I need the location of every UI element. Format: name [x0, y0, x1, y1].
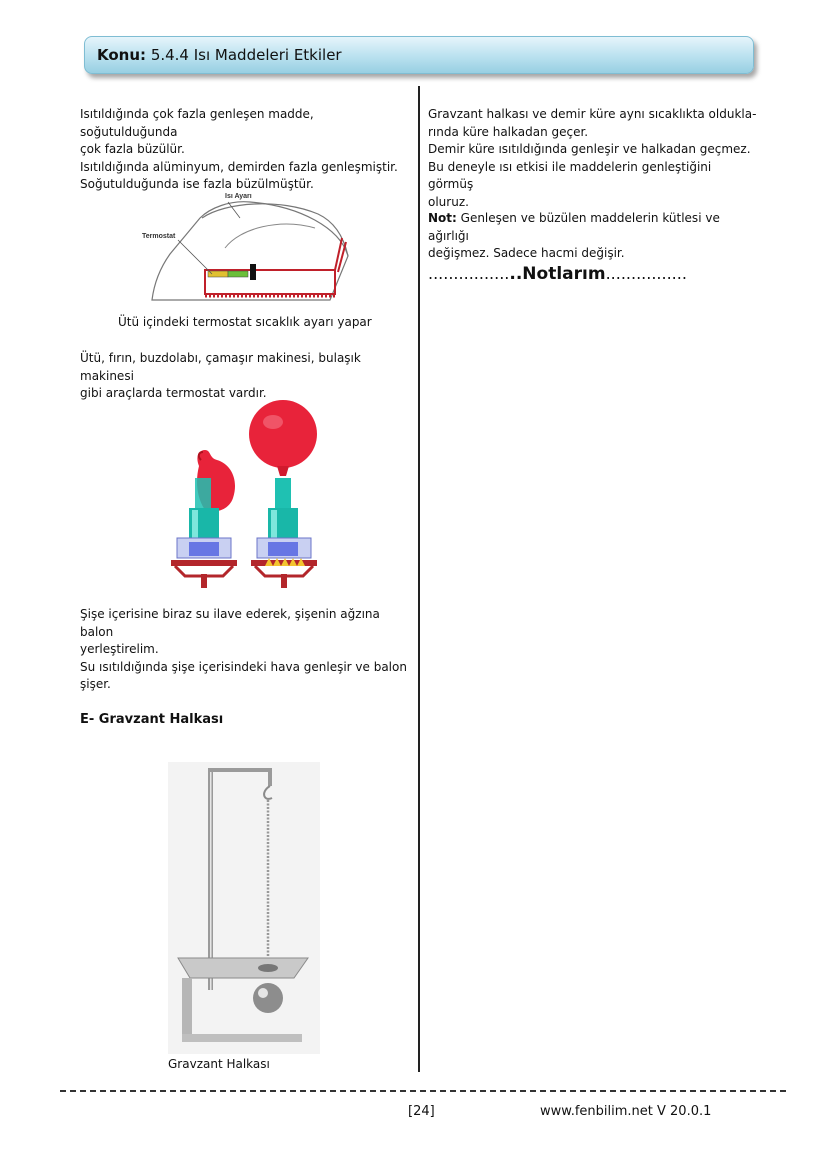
- text-line: gibi araçlarda termostat vardır.: [80, 386, 267, 400]
- text-line: rında küre halkadan geçer.: [428, 124, 589, 139]
- right-paragraph-1: [428, 106, 758, 211]
- thermostat-label: Termostat: [142, 233, 176, 240]
- text-line: Isıtıldığında alüminyum, demirden fazla genleşmiştir.: [80, 159, 398, 174]
- left-paragraph-1: [80, 106, 410, 194]
- text-line: Bu deneyle ısı etkisi ile maddelerin genleştiğini görmüş: [428, 159, 712, 191]
- text-line: şişer.: [80, 677, 111, 691]
- topic-label: Konu:: [97, 46, 147, 64]
- iron-ball: [253, 983, 283, 1013]
- text-line: Ütü, fırın, buzdolabı, çamaşır makinesi, bulaşık makinesi: [80, 351, 361, 383]
- topic-title-text: 5.4.4 Isı Maddeleri Etkiler: [150, 46, 342, 64]
- text-line: oluruz.: [428, 194, 469, 209]
- text-line: Su ısıtıldığında şişe içerisindeki hava genleşir ve balon: [80, 659, 407, 674]
- text-line: çok fazla büzülür.: [80, 142, 185, 156]
- left-paragraph-3: [80, 606, 410, 694]
- heat-knob-label: Isı Ayarı: [225, 193, 252, 200]
- gravzant-ring-illustration: [168, 762, 320, 1054]
- column-divider: [418, 86, 420, 1072]
- left-paragraph-2: [80, 350, 410, 403]
- notes-title: ..Notlarım: [509, 264, 606, 284]
- topic-title: [97, 46, 342, 64]
- note-text: Genleşen ve büzülen maddelerin kütlesi ve ağırlığı: [428, 211, 720, 243]
- notes-prefix: ................: [428, 264, 510, 283]
- footer-site: www.fenbilim.net V 20.0.1: [540, 1104, 712, 1119]
- note-block: [428, 210, 758, 263]
- notes-heading: [428, 264, 687, 284]
- note-line-1: [428, 210, 758, 245]
- text-line: Şişe içerisine biraz su ilave ederek, şişenin ağzına balon: [80, 607, 380, 639]
- notes-suffix: ................: [605, 264, 687, 283]
- topic-header: [84, 36, 754, 74]
- inflated-balloon: [249, 400, 317, 468]
- text-line: Isıtıldığında çok fazla genleşen madde, soğutulduğunda: [80, 107, 314, 139]
- ring-caption: Gravzant Halkası: [168, 1057, 270, 1071]
- text-line: Soğutulduğunda ise fazla büzülmüştür.: [80, 177, 314, 191]
- section-title-gravzant: E- Gravzant Halkası: [80, 712, 224, 727]
- iron-thermostat-illustration: [130, 188, 360, 308]
- note-label: Not:: [428, 211, 457, 225]
- bottle-balloon-illustration: [165, 398, 325, 588]
- note-line-2: değişmez. Sadece hacmi değişir.: [428, 246, 625, 260]
- page-number: [24]: [408, 1104, 435, 1119]
- iron-caption: Ütü içindeki termostat sıcaklık ayarı yapar: [118, 315, 372, 329]
- footer-divider: [60, 1090, 786, 1092]
- text-line: yerleştirelim.: [80, 642, 159, 656]
- text-line: Demir küre ısıtıldığında genleşir ve halkadan geçmez.: [428, 142, 751, 156]
- text-line: Gravzant halkası ve demir küre aynı sıcaklıkta oldukla-: [428, 107, 757, 121]
